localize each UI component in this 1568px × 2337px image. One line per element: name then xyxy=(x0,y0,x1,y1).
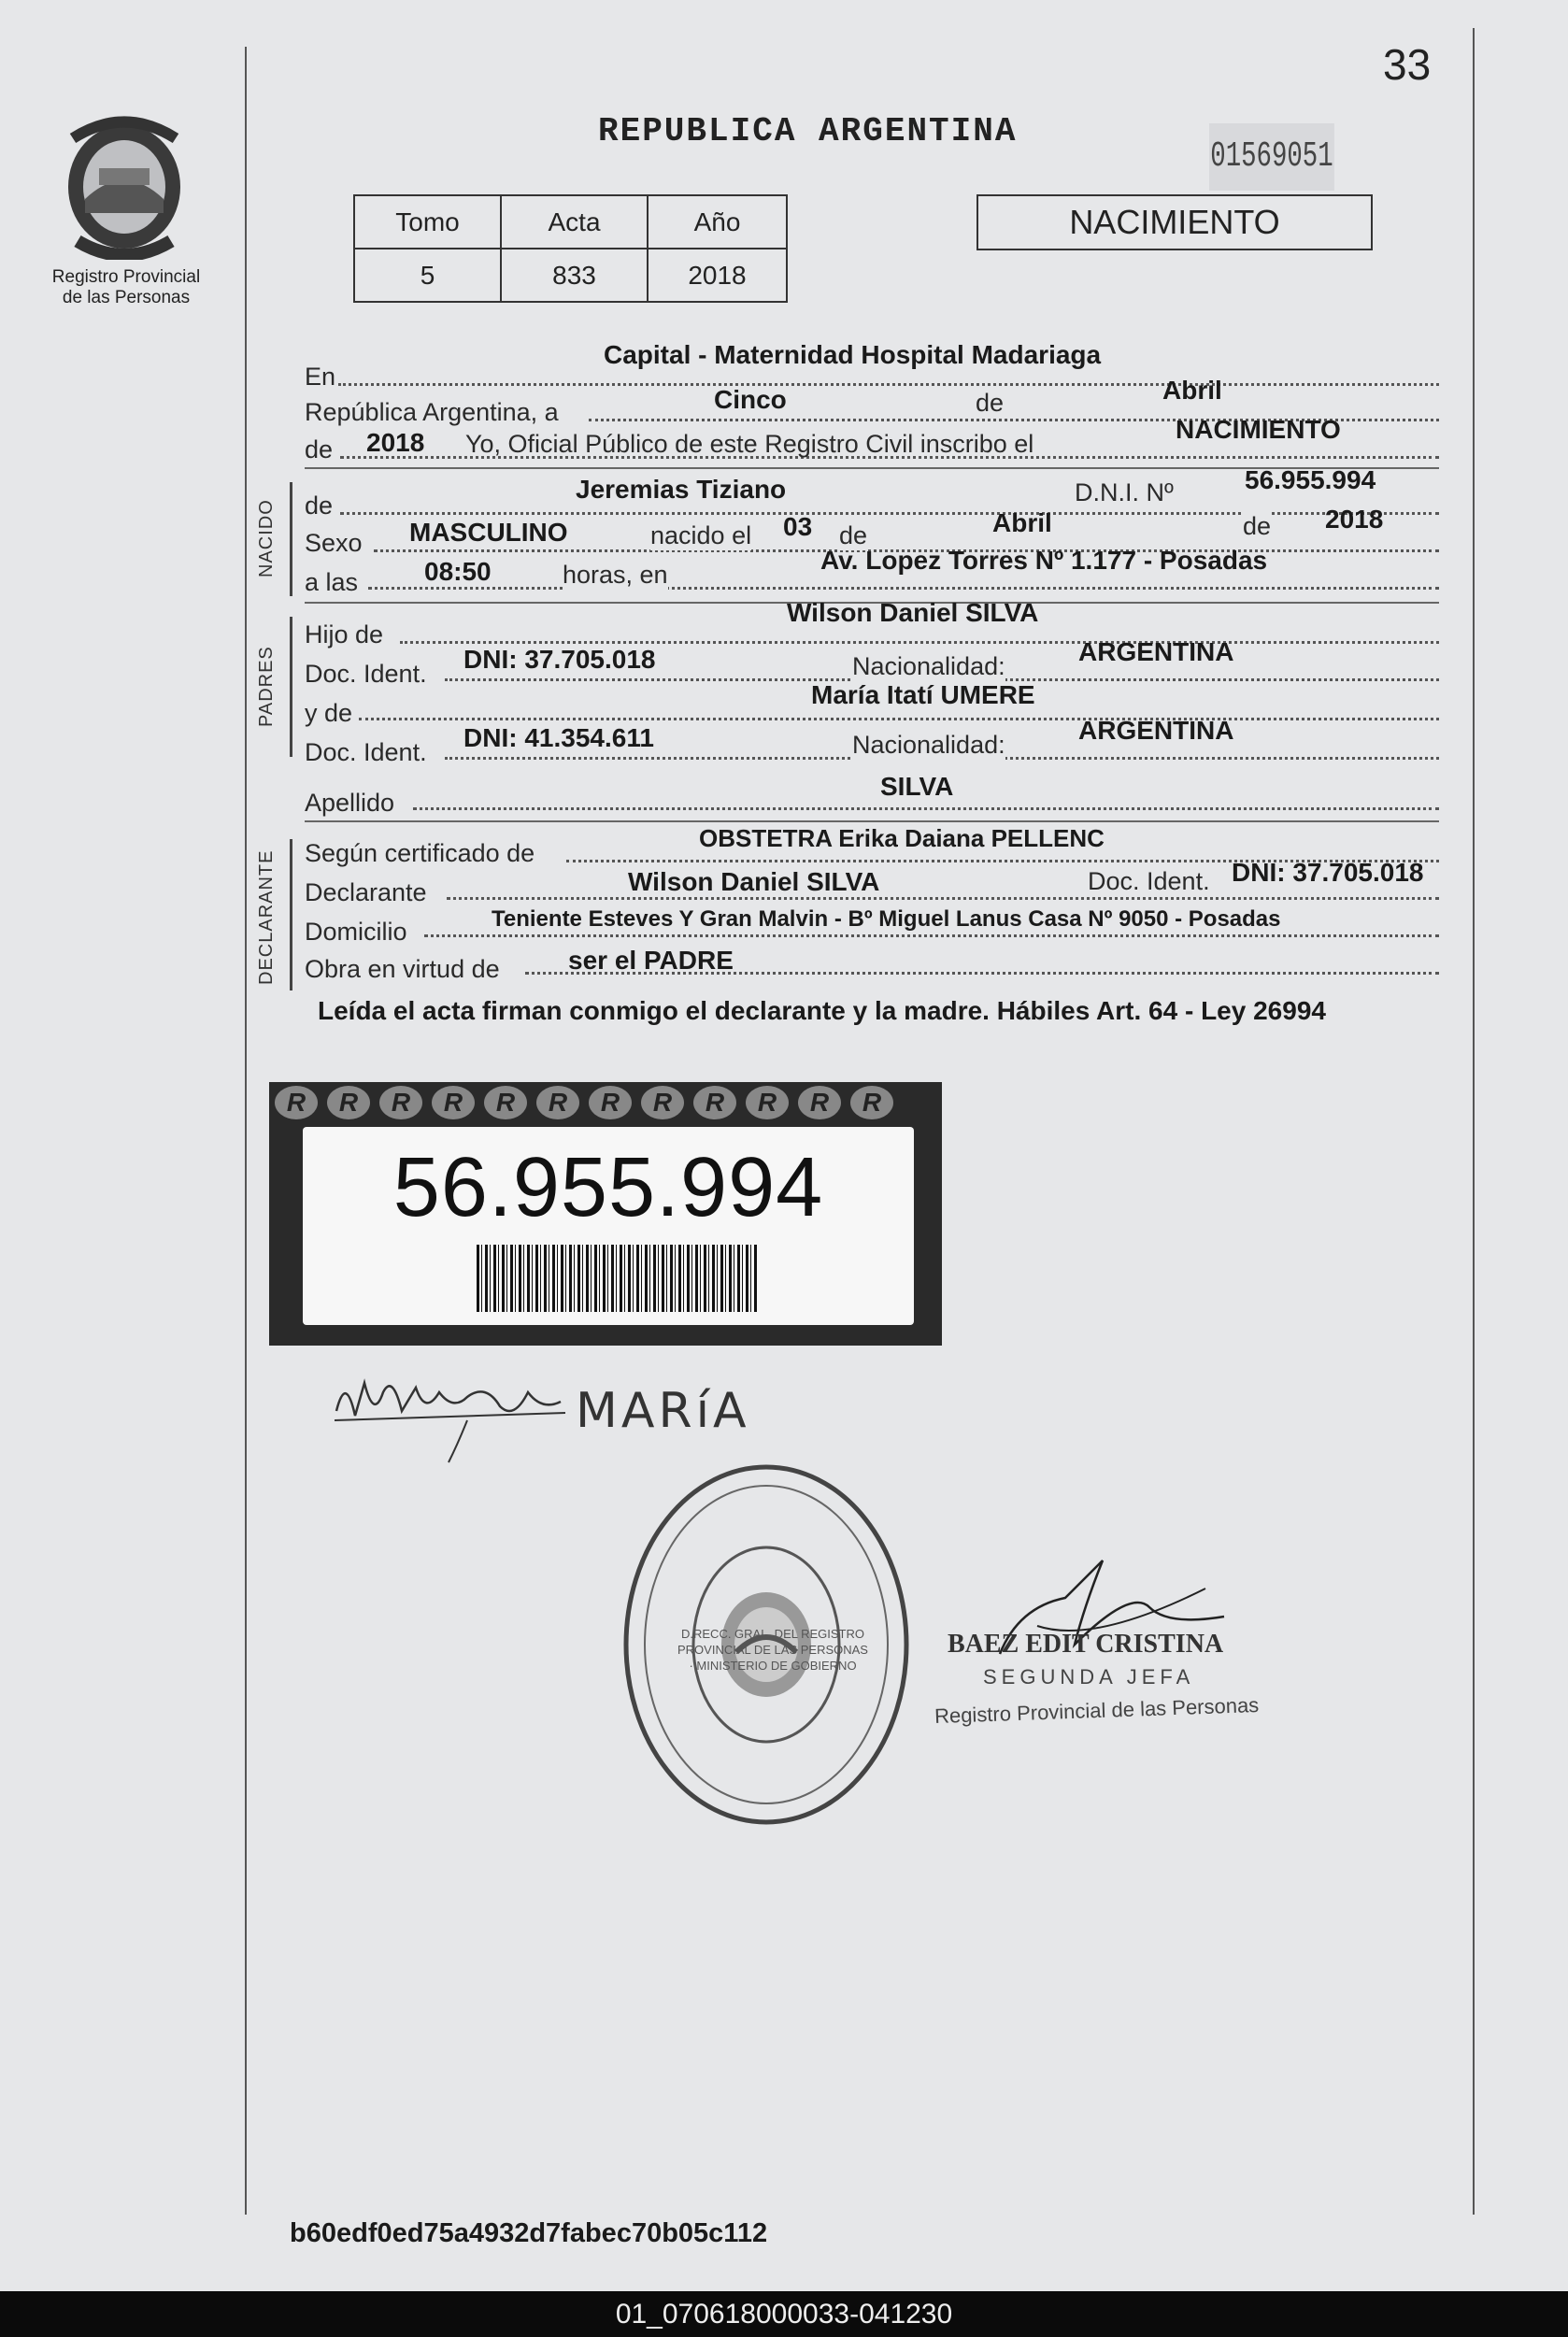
value-mother-doc: DNI: 41.354.611 xyxy=(463,723,654,752)
section-bar-nacido xyxy=(290,482,292,596)
table-value-ano: 2018 xyxy=(648,249,787,302)
label-yo-oficial: Yo, Oficial Público de este Registro Civil inscribo el xyxy=(465,430,1034,458)
label-a-las: a las xyxy=(305,568,359,596)
dni-card xyxy=(303,1127,914,1325)
label-y-de: y de xyxy=(305,699,353,727)
section-label-declarante: DECLARANTE xyxy=(256,849,277,985)
label-nacido-el: nacido el xyxy=(650,521,752,549)
value-mother-name: María Itatí UMERE xyxy=(811,680,1035,709)
label-doc-ident-father: Doc. Ident. xyxy=(305,660,427,688)
label-hijo-de: Hijo de xyxy=(305,620,384,648)
table-header-acta: Acta xyxy=(501,195,648,249)
page-number: 33 xyxy=(1383,40,1432,89)
seal-text: D.RECC. GRAL. DEL REGISTRO PROVINCIAL DE LAS PERSONAS · MINISTERIO DE GOBIERNO xyxy=(677,1627,868,1673)
r-glyph: R xyxy=(484,1086,527,1119)
official-name: BAEZ EDIT CRISTINA xyxy=(948,1630,1224,1659)
label-en: En xyxy=(305,363,336,391)
closing-text: Leída el acta firman conmigo el declarante y la madre. Hábiles Art. 64 - Ley 26994 xyxy=(318,996,1326,1025)
label-de-2: de xyxy=(839,521,868,549)
document-hash: b60edf0ed75a4932d7fabec70b05c112 xyxy=(290,2218,768,2248)
value-sexo: MASCULINO xyxy=(409,518,568,547)
value-obra: ser el PADRE xyxy=(568,946,734,975)
r-glyph: R xyxy=(432,1086,475,1119)
value-domicilio: Teniente Esteves Y Gran Malvin - Bº Miguel Lanus Casa Nº 9050 - Posadas xyxy=(492,906,1281,932)
value-en: Capital - Maternidad Hospital Madariaga xyxy=(604,340,1102,369)
table-value-acta: 833 xyxy=(501,249,648,302)
label-nacido-de: de xyxy=(305,492,334,520)
r-pattern-strip xyxy=(269,1082,942,1123)
r-glyph: R xyxy=(379,1086,422,1119)
value-child-name: Jeremias Tiziano xyxy=(576,475,787,504)
mother-handwritten-name: MARíA xyxy=(576,1383,750,1439)
r-glyph: R xyxy=(850,1086,893,1119)
record-type-box: NACIMIENTO xyxy=(976,194,1373,250)
value-day: Cinco xyxy=(714,385,787,414)
r-glyph: R xyxy=(589,1086,632,1119)
value-declarante: Wilson Daniel SILVA xyxy=(628,867,880,896)
value-father-doc: DNI: 37.705.018 xyxy=(463,645,656,674)
dotted-line xyxy=(359,718,1439,720)
value-birth-time: 08:50 xyxy=(424,557,492,586)
label-horas-en: horas, en xyxy=(563,561,668,589)
official-role: SEGUNDA JEFA xyxy=(983,1665,1195,1689)
dotted-line xyxy=(413,807,1439,810)
label-sexo: Sexo xyxy=(305,529,363,557)
r-glyph: R xyxy=(746,1086,789,1119)
right-margin-line xyxy=(1473,28,1475,2215)
section-bar-padres xyxy=(290,617,292,757)
label-domicilio: Domicilio xyxy=(305,918,407,946)
official-office: Registro Provincial de las Personas xyxy=(934,1692,1260,1729)
left-margin-line xyxy=(245,47,247,2215)
value-child-dni: 56.955.994 xyxy=(1245,465,1376,494)
table-header-ano: Año xyxy=(648,195,787,249)
section-label-nacido: NACIDO xyxy=(256,499,277,577)
label-de-year: de xyxy=(305,435,334,463)
signature-scribble xyxy=(327,1355,579,1467)
r-glyph: R xyxy=(275,1086,318,1119)
dotted-line xyxy=(400,641,1439,644)
misiones-coat-of-arms-logo xyxy=(54,110,194,260)
value-declarante-doc: DNI: 37.705.018 xyxy=(1232,858,1424,887)
value-birth-month: Abril xyxy=(992,508,1052,537)
r-glyph: R xyxy=(327,1086,370,1119)
registry-label-line2: de las Personas xyxy=(62,288,191,307)
dotted-line xyxy=(340,512,1439,515)
label-declarante: Declarante xyxy=(305,878,427,906)
dotted-line xyxy=(424,934,1439,937)
label-apellido: Apellido xyxy=(305,789,395,817)
label-segun: Según certificado de xyxy=(305,839,535,867)
value-birth-year: 2018 xyxy=(1325,505,1384,534)
serial-number: 01569051 xyxy=(1209,123,1334,191)
r-glyph: R xyxy=(536,1086,579,1119)
label-dni: D.N.I. Nº xyxy=(1075,478,1174,506)
dotted-line xyxy=(447,897,1439,900)
registry-label-line1: Registro Provincial xyxy=(51,267,201,287)
value-inscribo: NACIMIENTO xyxy=(1176,415,1341,444)
record-table xyxy=(353,194,788,303)
value-apellido: SILVA xyxy=(880,772,954,801)
label-obra: Obra en virtud de xyxy=(305,955,500,983)
label-nacionalidad-father: Nacionalidad: xyxy=(852,652,1005,680)
footer-bar xyxy=(0,2291,1568,2337)
label-de-month: de xyxy=(976,389,1005,417)
value-month: Abril xyxy=(1162,376,1222,405)
dni-sticker xyxy=(269,1082,942,1346)
r-glyph: R xyxy=(641,1086,684,1119)
document-title: REPUBLICA ARGENTINA xyxy=(598,112,1018,150)
separator xyxy=(305,820,1439,822)
value-year: 2018 xyxy=(366,428,425,457)
r-glyph: R xyxy=(798,1086,841,1119)
dotted-line xyxy=(368,587,1439,590)
label-de-3: de xyxy=(1243,512,1272,540)
dotted-line xyxy=(338,383,1439,386)
r-glyph: R xyxy=(693,1086,736,1119)
label-doc-ident-mother: Doc. Ident. xyxy=(305,738,427,766)
barcode-icon xyxy=(477,1245,757,1312)
footer-code: 01_070618000033-041230 xyxy=(615,2299,953,2330)
value-birth-day: 03 xyxy=(783,512,813,541)
value-birth-place: Av. Lopez Torres Nº 1.177 - Posadas xyxy=(820,546,1268,575)
table-value-tomo: 5 xyxy=(354,249,501,302)
dni-number: 56.955.994 xyxy=(392,1141,824,1234)
value-certificado: OBSTETRA Erika Daiana PELLENC xyxy=(699,824,1105,852)
value-father-name: Wilson Daniel SILVA xyxy=(787,598,1039,627)
label-republica: República Argentina, a xyxy=(305,398,559,426)
registry-label xyxy=(28,267,224,308)
section-bar-declarante xyxy=(290,839,292,990)
value-mother-nationality: ARGENTINA xyxy=(1078,716,1234,745)
section-label-padres: PADRES xyxy=(256,646,277,727)
table-header-tomo: Tomo xyxy=(354,195,501,249)
label-nacionalidad-mother: Nacionalidad: xyxy=(852,731,1005,759)
label-doc-ident-declarante: Doc. Ident. xyxy=(1088,867,1210,895)
value-father-nationality: ARGENTINA xyxy=(1078,637,1234,666)
